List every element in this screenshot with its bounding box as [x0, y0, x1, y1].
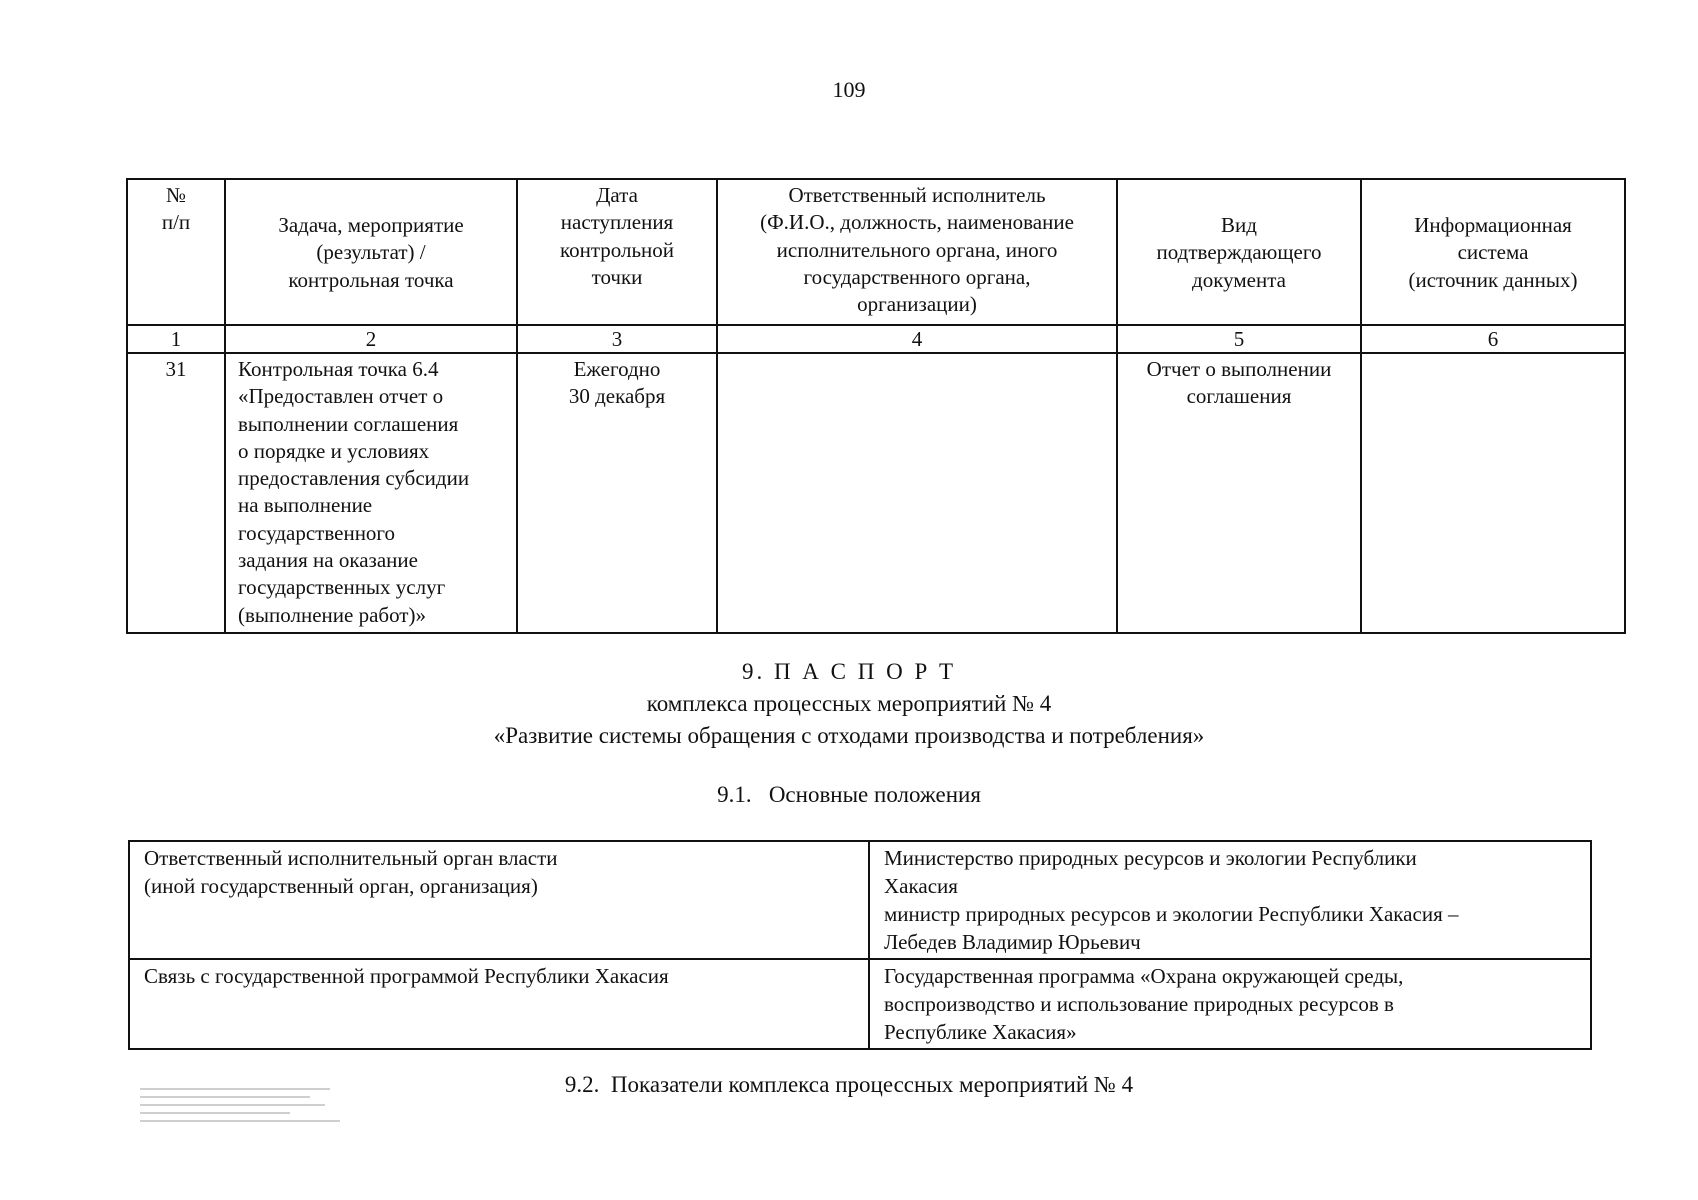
header-document: Вид подтверждающего документа	[1117, 179, 1361, 325]
passport-name: «Развитие системы обращения с отходами производства и потребления»	[493, 723, 1205, 748]
passport-title	[0, 656, 1698, 752]
col-number: 3	[517, 325, 717, 353]
header-executor: Ответственный исполнитель (Ф.И.О., должность, наименование исполнительного органа, иного государственного органа, организации)	[717, 179, 1117, 325]
provision-value: Министерство природных ресурсов и экологии Республики Хакасия министр природных ресурсов и экологии Республики Хакасия – Лебедев Владимир Юрьевич	[869, 841, 1591, 959]
header-task: Задача, мероприятие (результат) / контрольная точка	[225, 179, 517, 325]
table-row	[129, 959, 1591, 1049]
col-number: 5	[1117, 325, 1361, 353]
row-date: Ежегодно 30 декабря	[517, 353, 717, 633]
row-executor	[717, 353, 1117, 633]
row-document: Отчет о выполнении соглашения	[1117, 353, 1361, 633]
row-system	[1361, 353, 1625, 633]
table-row	[127, 353, 1625, 633]
row-task: Контрольная точка 6.4 «Предоставлен отчет о выполнении соглашения о порядке и условиях предоставления субсидии на выполнение государственного задания на оказание государственных услуг (выполнение работ)»	[225, 353, 517, 633]
column-numbers-row	[127, 325, 1625, 353]
section-heading-9-2: 9.2. Показатели комплекса процессных мероприятий № 4	[564, 1072, 1134, 1097]
passport-subtitle: комплекса процессных мероприятий № 4	[646, 691, 1052, 716]
main-provisions-table	[128, 840, 1592, 1050]
control-points-table	[126, 178, 1626, 634]
row-number: 31	[127, 353, 225, 633]
provision-value: Государственная программа «Охрана окружающей среды, воспроизводство и использование природных ресурсов в Республике Хакасия»	[869, 959, 1591, 1049]
table-header-row	[127, 179, 1625, 325]
col-number: 2	[225, 325, 517, 353]
section-heading-9-1: 9.1. Основные положения	[717, 782, 981, 807]
header-date: Дата наступления контрольной точки	[517, 179, 717, 325]
faded-stamp	[140, 1082, 350, 1160]
col-number: 6	[1361, 325, 1625, 353]
passport-heading: 9. П А С П О Р Т	[741, 659, 957, 684]
provision-label: Ответственный исполнительный орган власти (иной государственный орган, организация)	[129, 841, 869, 959]
provision-label: Связь с государственной программой Республики Хакасия	[129, 959, 869, 1049]
col-number: 4	[717, 325, 1117, 353]
header-system: Информационная система (источник данных)	[1361, 179, 1625, 325]
col-number: 1	[127, 325, 225, 353]
page-number: 109	[832, 77, 866, 102]
table-row	[129, 841, 1591, 959]
header-num: № п/п	[127, 179, 225, 325]
